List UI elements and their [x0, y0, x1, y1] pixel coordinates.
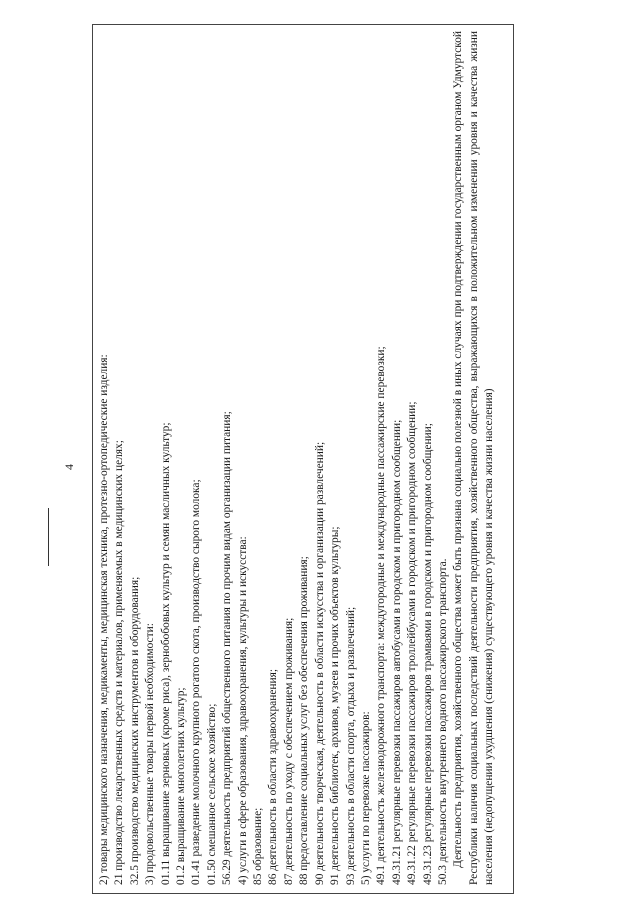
- list-line: 01.50 смешанное сельское хозяйство;: [205, 703, 218, 885]
- list-line: 91 деятельность библиотек, архивов, музеев и прочих объектов культуры;: [329, 526, 342, 885]
- list-line: 32.5 производство медицинских инструментов и оборудования;: [128, 576, 141, 885]
- closing-paragraph: Деятельность предприятия, хозяйственного общества может быть признана социально полезной в иных случаях при подтверждении государственным органом Удмуртской Республики наличия социальных последствий деятельности предприятия, хозяйственного общества, выражающихся в положительном изменении уровня и качества жизни населения (недопущении ухудшения (снижения) существующего уровня и качества жизни населения): [452, 31, 496, 885]
- list-line: 87 деятельность по уходу с обеспечением проживания;: [282, 617, 295, 885]
- page-number: 4: [62, 464, 76, 470]
- list-line: 93 деятельность в области спорта, отдыха и развлечений;: [344, 606, 357, 885]
- list-line: 3) продовольственные товары первой необходимости:: [144, 623, 157, 885]
- list-line: 50.3 деятельность внутреннего водного пассажирского транспорта.: [436, 558, 449, 885]
- list-line: 86 деятельность в области здравоохранения;: [267, 669, 280, 885]
- list-line: 21 производство лекарственных средств и материалов, применяемых в медицинских целях;: [113, 440, 126, 885]
- list-line: 49.31.22 регулярные перевозки пассажиров троллейбусами в городском и пригородном сообщении;: [406, 401, 419, 885]
- list-line: 4) услуги в сфере образования, здравоохранения, культуры и искусства:: [236, 536, 249, 885]
- list-line: 56.29 деятельность предприятий общественного питания по прочим видам организации питания;: [221, 411, 234, 885]
- list-line: 85 образование;: [252, 807, 265, 885]
- list-line: 49.31.23 регулярные перевозки пассажиров трамваями в городском и пригородном сообщении;: [421, 423, 434, 885]
- list-line: 2) товары медицинского назначения, медикаменты, медицинская техника, протезно-ортопедические изделия:: [98, 354, 110, 885]
- list-line: 49.1 деятельность железнодорожного транспорта: междугородные и международные пассажирские перевозки;: [375, 346, 388, 885]
- list-line: 01.41 разведение молочного крупного рогатого скота, производство сырого молока;: [190, 479, 203, 885]
- list-line: 49.31.21 регулярные перевозки пассажиров автобусами в городском и пригородном сообщении;: [390, 419, 403, 885]
- list-line: 01.2 выращивание многолетних культур;: [175, 687, 188, 885]
- divider-line: [48, 508, 49, 566]
- activity-list-box: [92, 24, 514, 894]
- list-line: 90 деятельность творческая, деятельность в области искусства и организации развлечений;: [313, 441, 326, 885]
- list-line: 5) услуги по перевозке пассажиров:: [359, 711, 372, 885]
- list-line: 01.11 выращивание зерновых (кроме риса), зернобобовых культур и семян масличных культур;: [159, 422, 172, 885]
- list-line: 88 предоставление социальных услуг без обеспечения проживания;: [298, 556, 311, 885]
